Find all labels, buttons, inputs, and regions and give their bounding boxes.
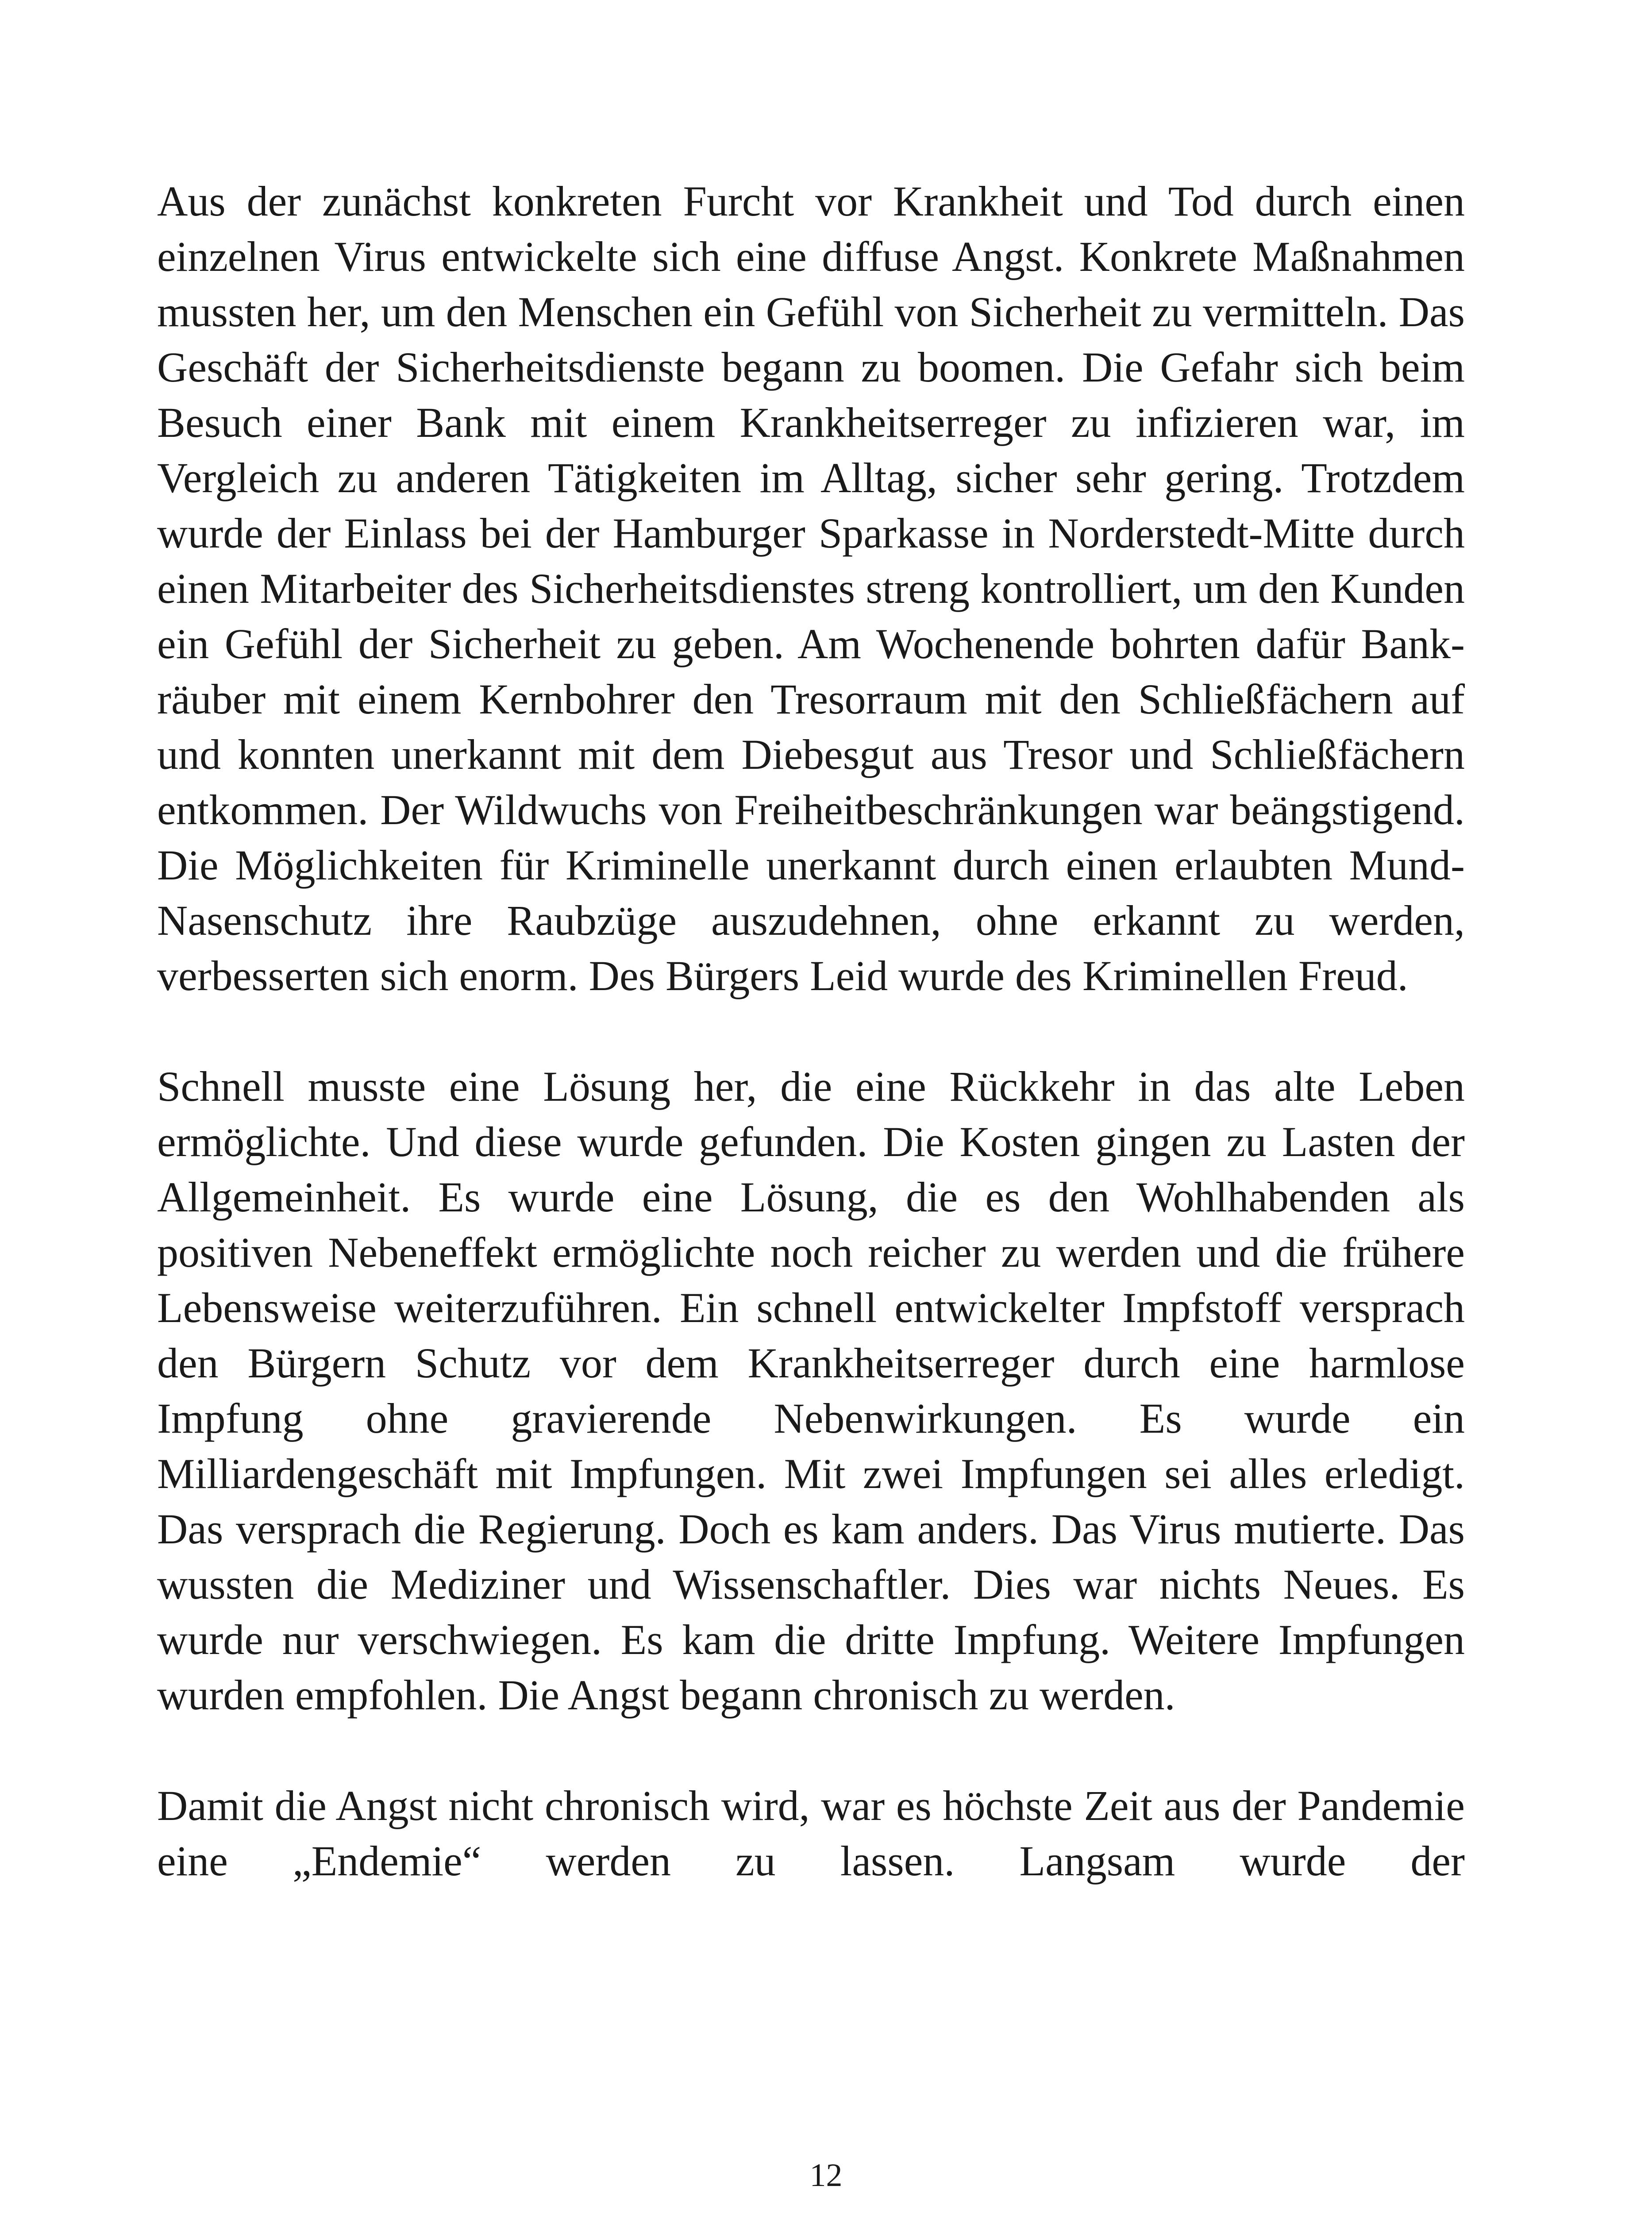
body-text [157,173,1465,1889]
page-number: 12 [809,2157,843,2194]
paragraph-2: Schnell musste eine Lösung her, die eine Rückkehr in das alte Leben ermöglichte. Und diese wurde gefunden. Die Kosten gingen zu Lasten der Allgemeinheit. Es wurde eine Lösung, die es den Wohlhabenden als positiven Nebeneffekt ermöglichte noch reicher zu werden und die frühere Lebensweise weiterzuführen. Ein schnell entwickelter Impfstoff versprach den Bürgern Schutz vor dem Krankheitserreger durch eine harmlose Impfung ohne gravierende Nebenwirkungen. Es wurde ein Milliardengeschäft mit Impfungen. Mit zwei Impfungen sei alles erledigt. Das versprach die Regierung. Doch es kam anders. Das Virus mutierte. Das wussten die Mediziner und Wissenschaftler. Dies war nichts Neues. Es wurde nur verschwiegen. Es kam die dritte Impfung. Weitere Impfungen wurden empfohlen. Die Angst begann chronisch zu werden. [157,1063,1465,1719]
paragraph-1: Aus der zunächst konkreten Furcht vor Krankheit und Tod durch einen einzelnen Virus entwickelte sich eine diffuse Angst. Konkrete Maßnahmen mussten her, um den Menschen ein Gefühl von Sicherheit zu vermitteln. Das Geschäft der Sicherheitsdienste begann zu boomen. Die Gefahr sich beim Besuch einer Bank mit einem Krankheitserreger zu infizieren war, im Vergleich zu anderen Tätigkeiten im Alltag, sicher sehr gering. Trotzdem wurde der Einlass bei der Hamburger Sparkasse in Norderstedt-Mitte durch einen Mitarbeiter des Sicherheitsdienstes streng kontrolliert, um den Kunden ein Gefühl der Sicherheit zu geben. Am Wochenende bohrten dafür Bankräuber mit einem Kernbohrer den Tresorraum mit den Schließfächern auf und konnten unerkannt mit dem Diebesgut aus Tresor und Schließfächern entkommen. Der Wildwuchs von Freiheitbeschränkungen war beängstigend. Die Möglichkeiten für Kriminelle unerkannt durch einen erlaubten Mund-Nasenschutz ihre Raubzüge auszudehnen, ohne erkannt zu werden, verbesserten sich enorm. Des Bürgers Leid wurde des Kriminellen Freud. [157,177,1465,999]
paragraph-3: Damit die Angst nicht chronisch wird, war es höchste Zeit aus der Pandemie eine „Endemie“ werden zu lassen. Langsam wurde der [157,1782,1465,1885]
